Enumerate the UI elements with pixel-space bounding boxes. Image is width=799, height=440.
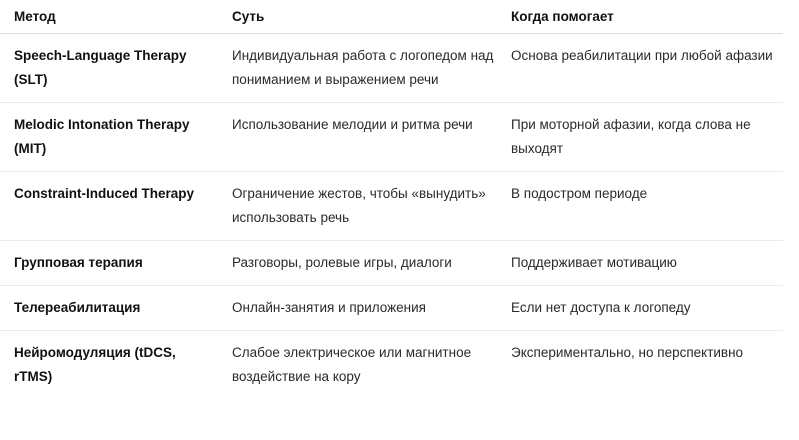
- column-header-essence: Суть: [232, 0, 511, 34]
- cell-when-helps: Экспериментально, но перспективно: [511, 345, 744, 360]
- cell-essence: Онлайн-занятия и приложения: [232, 286, 511, 331]
- cell-method: Групповая терапия: [0, 241, 232, 286]
- table-row: [0, 241, 783, 286]
- cell-method: Speech-Language Therapy (SLT): [0, 34, 232, 103]
- cell-when-helps: В подостром периоде: [511, 172, 783, 241]
- cell-method: Телереабилитация: [0, 286, 232, 331]
- cell-method: Constraint-Induced Therapy: [0, 172, 232, 241]
- table-row: [0, 103, 783, 172]
- cell-essence: Слабое электрическое или магнитное воздействие на кору: [232, 345, 472, 384]
- table-row: [0, 34, 783, 103]
- table-header-row: [0, 0, 783, 34]
- column-header-method: Метод: [0, 0, 232, 34]
- cell-when-helps: При моторной афазии, когда слова не выходят: [511, 103, 783, 172]
- table-row: [0, 172, 783, 241]
- table-row: [0, 331, 783, 400]
- cell-when-helps: Основа реабилитации при любой афазии: [511, 34, 783, 103]
- cell-essence: Использование мелодии и ритма речи: [232, 103, 511, 172]
- cell-essence: Индивидуальная работа с логопедом над пониманием и выражением речи: [232, 34, 511, 103]
- cell-essence: Разговоры, ролевые игры, диалоги: [232, 241, 511, 286]
- table-row: [0, 286, 783, 331]
- cell-method: Нейромодуляция (tDCS, rTMS): [14, 345, 176, 384]
- cell-method: Melodic Intonation Therapy (MIT): [0, 103, 232, 172]
- column-header-when-helps: Когда помогает: [511, 0, 783, 34]
- cell-when-helps: Поддерживает мотивацию: [511, 241, 783, 286]
- cell-when-helps: Если нет доступа к логопеду: [511, 286, 783, 331]
- cell-essence: Ограничение жестов, чтобы «вынудить» использовать речь: [232, 172, 511, 241]
